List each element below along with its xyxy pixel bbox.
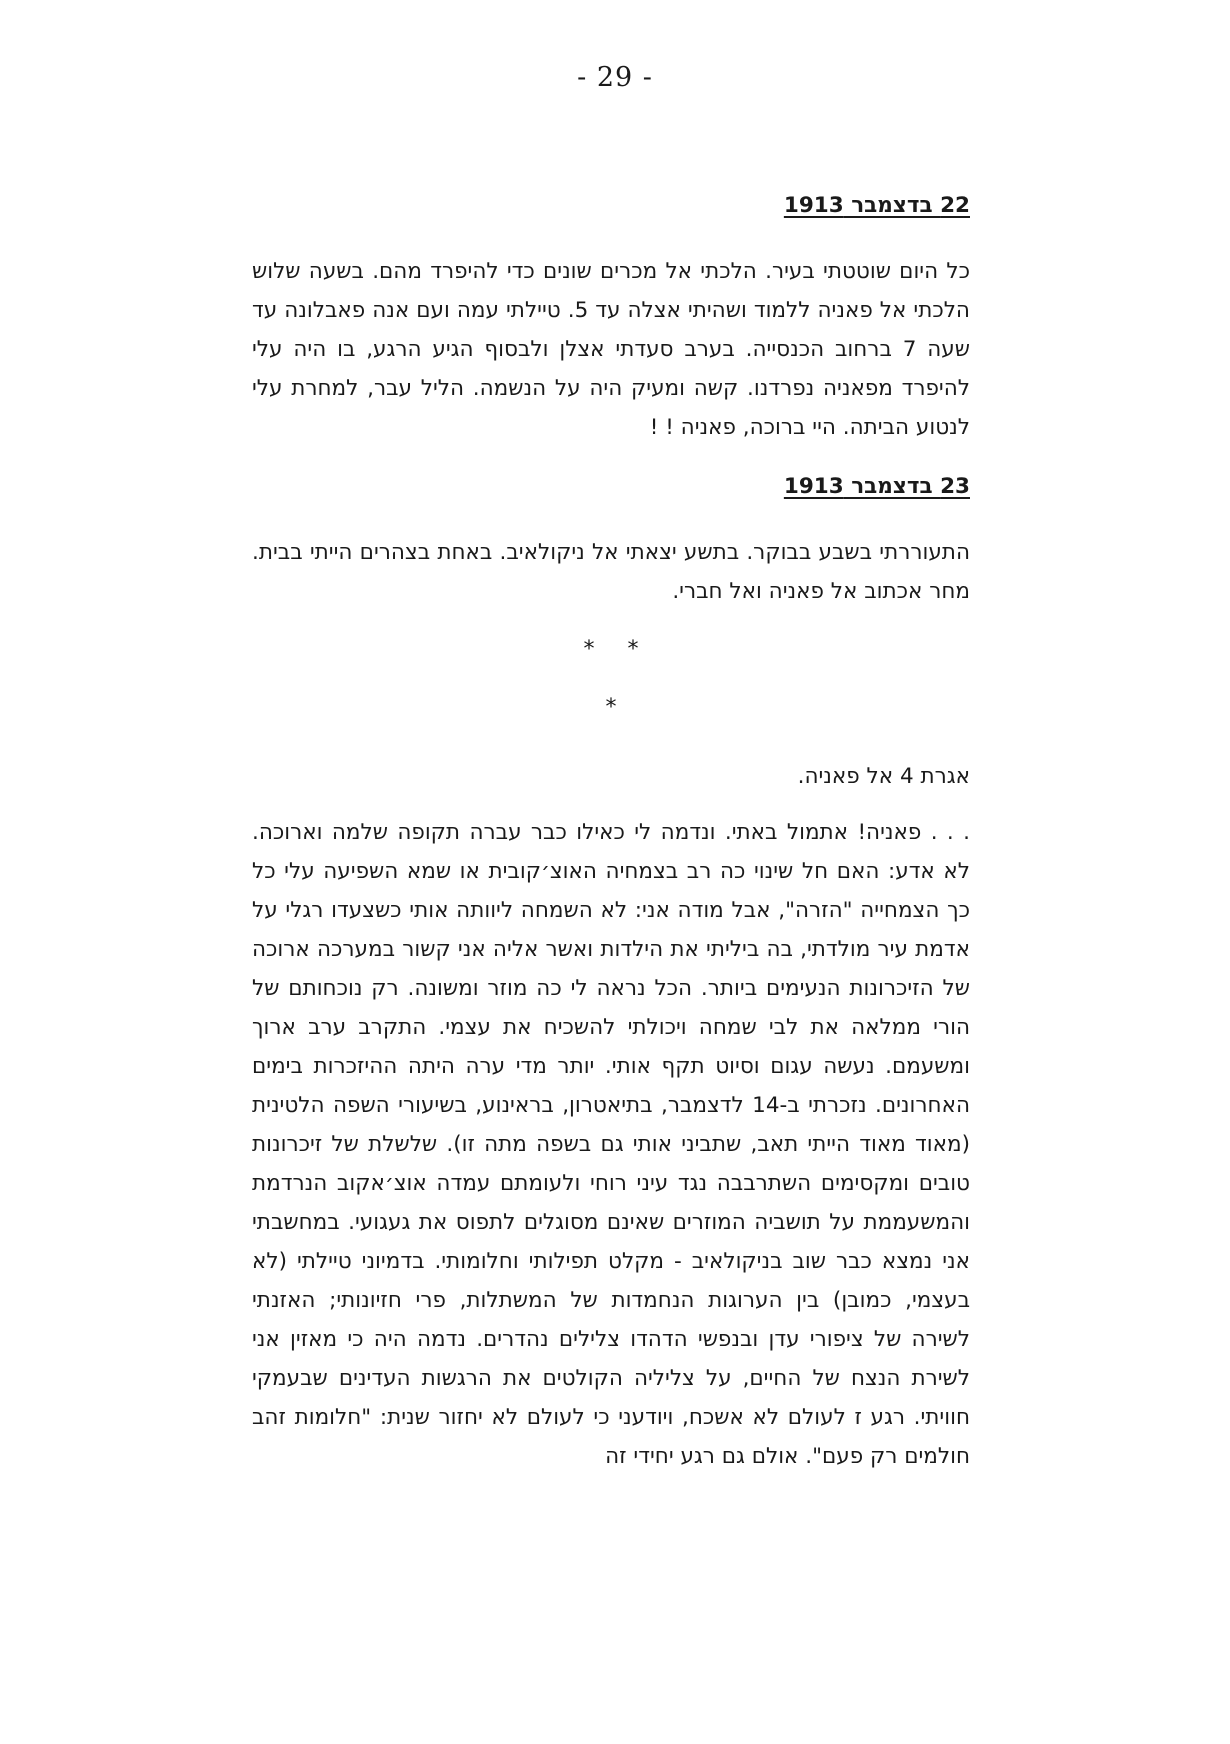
entry-date-heading: 23 בדצמבר 1913 bbox=[783, 474, 970, 499]
separator-stars-row: * * bbox=[583, 637, 639, 662]
letter-heading: אגרת 4 אל פאניה. bbox=[797, 764, 970, 789]
entry-date-heading: 22 בדצמבר 1913 bbox=[783, 193, 970, 218]
letter-paragraph: . . . פאניה! אתמול באתי. ונדמה לי כאילו כבר עברה תקופה שלמה וארוכה. לא אדע: האם חל שינוי כה רב בצמחיה האוצ׳קובית או שמא השפיעה עלי כל כך הצמחייה "הזרה", אבל מודה אני: לא השמחה ליוותה אותי כשצעדו רגלי על אדמת עיר מולדתי, בה ביליתי את הילדות ואשר אליה אני קשור במערכה ארוכה של הזיכרונות הנעימים ביותר. הכל נראה לי כה מוזר ומשונה. רק נוכחותם של הורי ממלאה את לבי שמחה ויכולתי להשכיח את עצמי. התקרב ערב ארוך ומשעמם. נעשה עגום וסיוט תקף אותי. יותר מדי ערה היתה ההיזכרות בימים האחרונים. נזכרתי ב-14 לדצמבר, בתיאטרון, בראינוע, בשיעורי השפה הלטינית (מאוד מאוד הייתי תאב, שתביני אותי גם בשפה מתה זו). שלשלת של זיכרונות טובים ומקסימים השתרבבה נגד עיני רוחי ולעומתם עמדה אוצ׳אקוב הנרדמת והמשעממת על תושביה המוזרים שאינם מסוגלים לתפוס את געגועי. במחשבתי אני נמצא כבר שוב בניקולאיב - מקלט תפילותי וחלומותי. בדמיוני טיילתי (לא בעצמי, כמובן) בין הערוגות הנחמדות של המשתלות, פרי חזיונותי; האזנתי לשירה של ציפורי עדן ובנפשי הדהדו צלילים נהדרים. נדמה היה כי מאזין אני לשירת הנצח של החיים, על צליליה הקולטים את הרגשות העדינים שבעמקי חוויתי. רגע ז לעולם לא אשכח, ויודעני כי לעולם לא יחזור שנית: "חלומות זהב חולמים רק פעם". אולם גם רגע יחידי זה bbox=[252, 820, 970, 1469]
entry-paragraph: כל היום שוטטתי בעיר. הלכתי אל מכרים שונים כדי להיפרד מהם. בשעה שלוש הלכתי אל פאניה ללמוד ושהיתי אצלה עד 5. טיילתי עמה ועם אנה פאבלונה עד שעה 7 ברחוב הכנסייה. בערב סעדתי אצלן ולבסוף הגיע הרגע, בו היה עלי להיפרד מפאניה נפרדנו. קשה ומעיק היה על הנשמה. הליל עבר, למחרת עלי לנטוע הביתה. היי ברוכה, פאניה ! ! bbox=[252, 259, 970, 440]
separator-star-row: * bbox=[605, 695, 617, 720]
entry-paragraph: התעוררתי בשבע בבוקר. בתשע יצאתי אל ניקולאיב. באחת בצהרים הייתי בבית. מחר אכתוב אל פאניה ואל חברי. bbox=[252, 540, 970, 604]
section-separator bbox=[252, 635, 970, 723]
document-body bbox=[252, 190, 970, 1476]
page-number: - 29 - bbox=[577, 62, 653, 93]
